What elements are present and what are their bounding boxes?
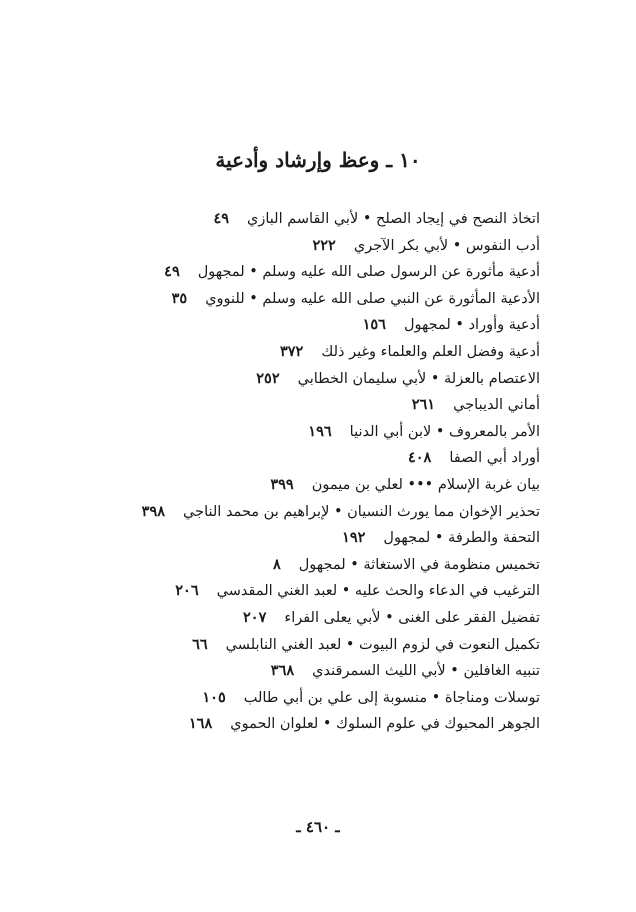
entry-page-number: ١٩٢ (342, 529, 366, 547)
entry-page-number: ٤٩ (213, 210, 230, 227)
entry-title: التحفة والطرفة • لمجهول (383, 530, 540, 547)
entry-title: أدب النفوس • لأبي بكر الآجري (353, 237, 540, 254)
list-item (20, 658, 540, 685)
list-item (20, 605, 540, 632)
entry-title: تخميس منظومة في الاستغاثة • لمجهول (298, 556, 540, 573)
entry-title: تحذير الإخوان مما يورث النسيان • لإبراهيم بن محمد الناجي (183, 503, 540, 520)
entry-page-number: ١٠٥ (202, 688, 226, 706)
entry-page-number: ٢٢٢ (312, 236, 336, 254)
section-heading: ١٠ ـ وعظ وإرشاد وأدعية (215, 148, 421, 172)
page-number: ـ ٤٦٠ ـ (296, 818, 340, 836)
entry-page-number: ٣٩٨ (141, 502, 166, 520)
list-item (20, 632, 540, 659)
entry-title: تنبيه الغافلين • لأبي الليث السمرقندي (312, 663, 540, 680)
entry-page-number: ٦٦ (192, 635, 208, 653)
entry-title: أوراد أبي الصفا (449, 450, 540, 467)
entry-page-number: ٣٥ (171, 289, 188, 307)
list-item (20, 206, 540, 233)
list-item (20, 233, 540, 260)
entry-page-number: ٣٧٢ (279, 342, 304, 360)
entry-page-number: ٤٠٨ (407, 449, 432, 467)
entry-title: اتخاذ النصح في إيجاد الصلح • لأبي القاسم البازي (247, 211, 540, 227)
list-item (20, 445, 540, 472)
entry-title: أدعية وفضل العلم والعلماء وغير ذلك (321, 343, 540, 360)
entry-title: تكميل النعوت في لزوم البيوت • لعبد الغني النابلسي (225, 636, 540, 653)
entry-page-number: ٢٥٢ (256, 369, 280, 387)
list-item (20, 472, 540, 499)
list-item (20, 366, 540, 393)
entry-title: الجوهر المحبوك في علوم السلوك • لعلوان الحموي (230, 716, 540, 733)
entry-title: توسلات ومناجاة • منسوبة إلى علي بن أبي طالب (243, 689, 540, 706)
entry-page-number: ٣٦٨ (270, 662, 295, 680)
entry-page-number: ١٩٦ (308, 422, 332, 440)
list-item (20, 312, 540, 339)
list-item (20, 552, 540, 579)
entry-page-number: ٢٠٧ (243, 608, 267, 626)
entry-list (20, 206, 540, 738)
entry-page-number: ٣٩٩ (270, 475, 294, 493)
entry-page-number: ١٥٦ (362, 316, 386, 334)
list-item (20, 525, 540, 552)
list-item (20, 711, 540, 738)
entry-title: الاعتصام بالعزلة • لأبي سليمان الخطابي (297, 370, 540, 387)
entry-title: الأدعية المأثورة عن النبي صلى الله عليه وسلم • للنووي (205, 290, 540, 307)
entry-title: الترغيب في الدعاء والحث عليه • لعبد الغني المقدسي (216, 583, 540, 600)
entry-page-number: ٢٠٦ (175, 582, 199, 600)
entry-page-number: ١٦٨ (188, 715, 213, 733)
list-item (20, 392, 540, 419)
list-item (20, 259, 540, 286)
list-item (20, 685, 540, 712)
list-item (20, 419, 540, 446)
entry-page-number: ٨ (272, 555, 281, 573)
entry-title: أدعية وأوراد • لمجهول (403, 317, 540, 334)
list-item (20, 339, 540, 366)
entry-title: أماني الديباجي (453, 397, 540, 414)
entry-page-number: ٢٦١ (411, 396, 436, 414)
entry-title: بيان غربة الإسلام ••• لعلي بن ميمون (311, 476, 540, 493)
entry-title: أدعية مأثورة عن الرسول صلى الله عليه وسلم • لمجهول (197, 264, 540, 281)
entry-title: تفضيل الفقر على الغنى • لأبي يعلى الفراء (284, 609, 540, 626)
entry-title: الأمر بالمعروف • لابن أبي الدنيا (349, 423, 540, 440)
list-item (20, 578, 540, 605)
list-item (20, 286, 540, 313)
list-item (20, 499, 540, 526)
entry-page-number: ٤٩ (164, 263, 180, 281)
